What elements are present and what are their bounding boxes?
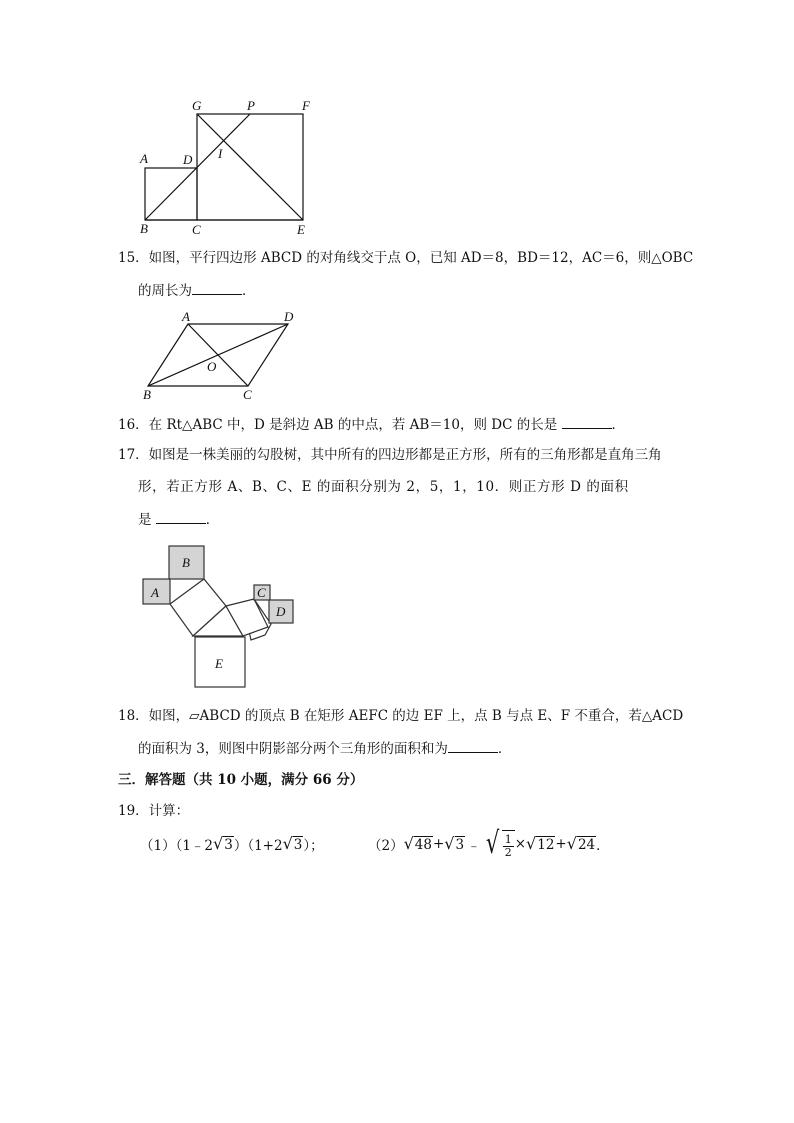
sqrt-3: √ 3 [444, 833, 465, 853]
sqrt-3-b: √ 3 [282, 833, 303, 853]
figure-17-pythagoras-tree [140, 542, 300, 690]
question-17-line3: 是 ． [138, 509, 219, 530]
label-b: B [143, 387, 151, 402]
answer-blank-16 [562, 414, 612, 429]
label-i: I [218, 146, 223, 161]
sqrt-one-half: √ $\frac{1}{2}$ [483, 830, 515, 859]
label-f: F [302, 98, 310, 113]
question-19-part2: （2） √ 48 + √ 3 ﹣ √ $\frac{1}{2}$ × √ 12 + √ 24 ． [368, 825, 610, 861]
label-b: B [140, 221, 148, 236]
label-c: C [257, 585, 266, 600]
label-c: C [192, 222, 201, 236]
label-g: G [192, 98, 202, 113]
label-e: E [297, 222, 305, 236]
question-17-line2: 形，若正方形 A、B、C、E 的面积分别为 2，5，1，10．则正方形 D 的面积 [138, 479, 629, 495]
answer-blank-18 [448, 738, 498, 753]
diagonal-bd [148, 324, 288, 386]
figure-15-parallelogram [140, 308, 310, 404]
label-p: P [247, 98, 255, 113]
answer-blank-17 [156, 509, 206, 524]
label-o: O [207, 359, 217, 374]
question-19-title: 19．计算： [118, 803, 190, 819]
question-15-line2: 的周长为 ． [138, 280, 256, 301]
figure-14-diagram [136, 96, 316, 236]
segment-ge [197, 114, 303, 220]
label-d: D [284, 309, 294, 324]
label-a: A [140, 151, 148, 166]
question-18-line1: 18．如图，▱ABCD 的顶点 B 在矩形 AEFC 的边 EF 上，点 B 与点 E、F 不重合，若△ACD [118, 708, 684, 724]
question-18-line2: 的面积为 3，则图中阴影部分两个三角形的面积和为 ． [138, 738, 511, 759]
section-3-title: 三．解答题（共 10 小题，满分 66 分） [118, 772, 364, 788]
sqrt-48: √ 48 [403, 833, 432, 853]
answer-blank-15 [192, 280, 242, 295]
label-d: D [183, 152, 193, 167]
label-c: C [243, 387, 252, 402]
question-17-line1: 17．如图是一株美丽的勾股树，其中所有的四边形都是正方形，所有的三角形都是直角三角 [118, 447, 662, 463]
label-a: A [182, 309, 190, 324]
sqrt-24: √ 24 [566, 833, 596, 853]
question-15-line1: 15．如图，平行四边形 ABCD 的对角线交于点 O，已知 AD＝8，BD＝12，AC＝6，则△OBC [118, 250, 694, 266]
label-e: E [215, 656, 223, 671]
sqrt-12: √ 12 [526, 833, 555, 853]
question-19-part1: （1）（1﹣2 √ 3 ）（1+2 √ 3 ）； [140, 833, 324, 854]
sqrt-3-a: √ 3 [213, 833, 233, 853]
label-b: B [182, 555, 190, 570]
label-d: D [276, 604, 286, 619]
label-a: A [151, 585, 159, 600]
question-16: 16．在 Rt△ABC 中，D 是斜边 AB 的中点，若 AB＝10，则 DC 的长是 ． [118, 414, 625, 435]
